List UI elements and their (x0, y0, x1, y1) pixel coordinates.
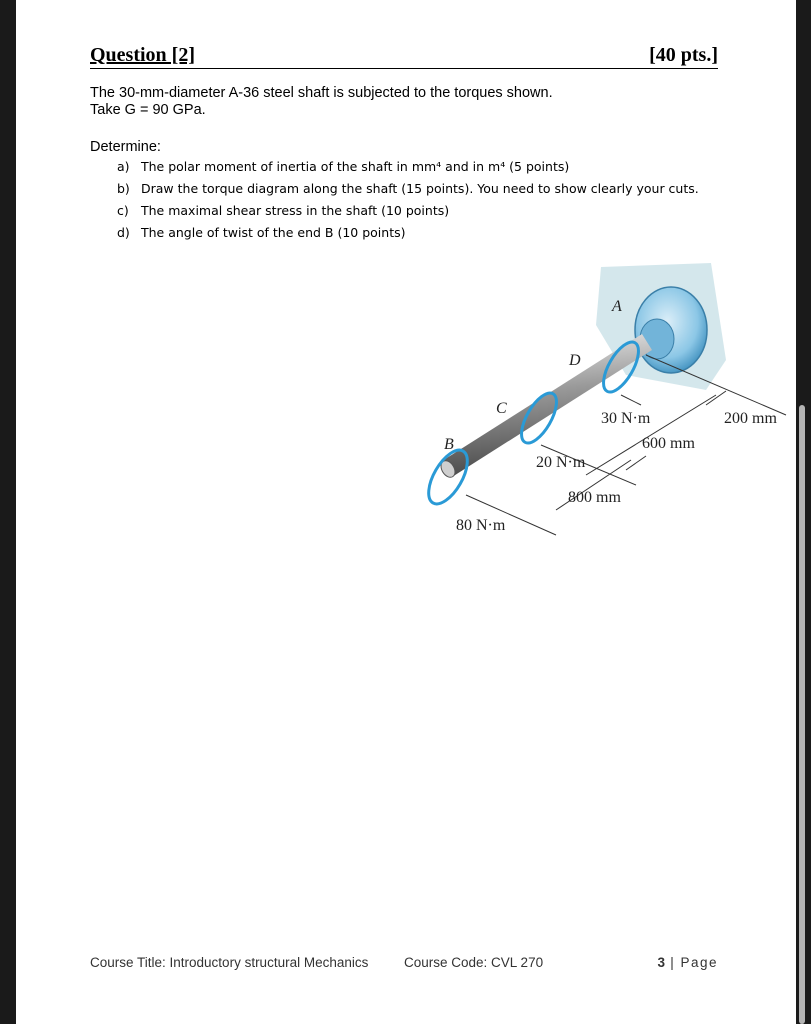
document-page (16, 0, 796, 1024)
vertical-scrollbar[interactable] (799, 405, 805, 1024)
label-length-cb: 800 mm (568, 489, 621, 506)
label-point-b: B (444, 436, 454, 453)
question-points: [40 pts.] (649, 44, 718, 66)
label-point-d: D (569, 352, 581, 369)
task-item: c) The maximal shear stress in the shaft (10 points) (117, 203, 450, 218)
course-title: Course Title: Introductory structural Mechanics (90, 955, 369, 970)
problem-line-2: Take G = 90 GPa. (90, 102, 206, 118)
problem-statement (90, 85, 553, 119)
label-torque-b: 80 N·m (456, 517, 506, 534)
task-list (117, 157, 699, 245)
task-item: d) The angle of twist of the end B (10 points) (117, 225, 406, 240)
course-code: Course Code: CVL 270 (404, 955, 544, 970)
question-header (90, 44, 718, 69)
determine-label: Determine: (90, 139, 161, 155)
label-torque-c: 20 N·m (536, 454, 586, 471)
problem-line-1: The 30-mm-diameter A-36 steel shaft is subjected to the torques shown. (90, 85, 553, 101)
label-torque-d: 30 N·m (601, 410, 651, 427)
task-item: b) Draw the torque diagram along the shaft (15 points). You need to show clearly your cuts. (117, 181, 699, 196)
page-number: 3 | Page (657, 955, 718, 970)
label-length-dc: 600 mm (642, 435, 695, 452)
label-point-a: A (612, 298, 622, 315)
question-title: Question [2] (90, 44, 195, 66)
task-item: a) The polar moment of inertia of the shaft in mm⁴ and in m⁴ (5 points) (117, 159, 570, 174)
label-length-ad: 200 mm (724, 410, 777, 427)
label-point-c: C (496, 400, 507, 417)
shaft-figure (406, 255, 806, 555)
